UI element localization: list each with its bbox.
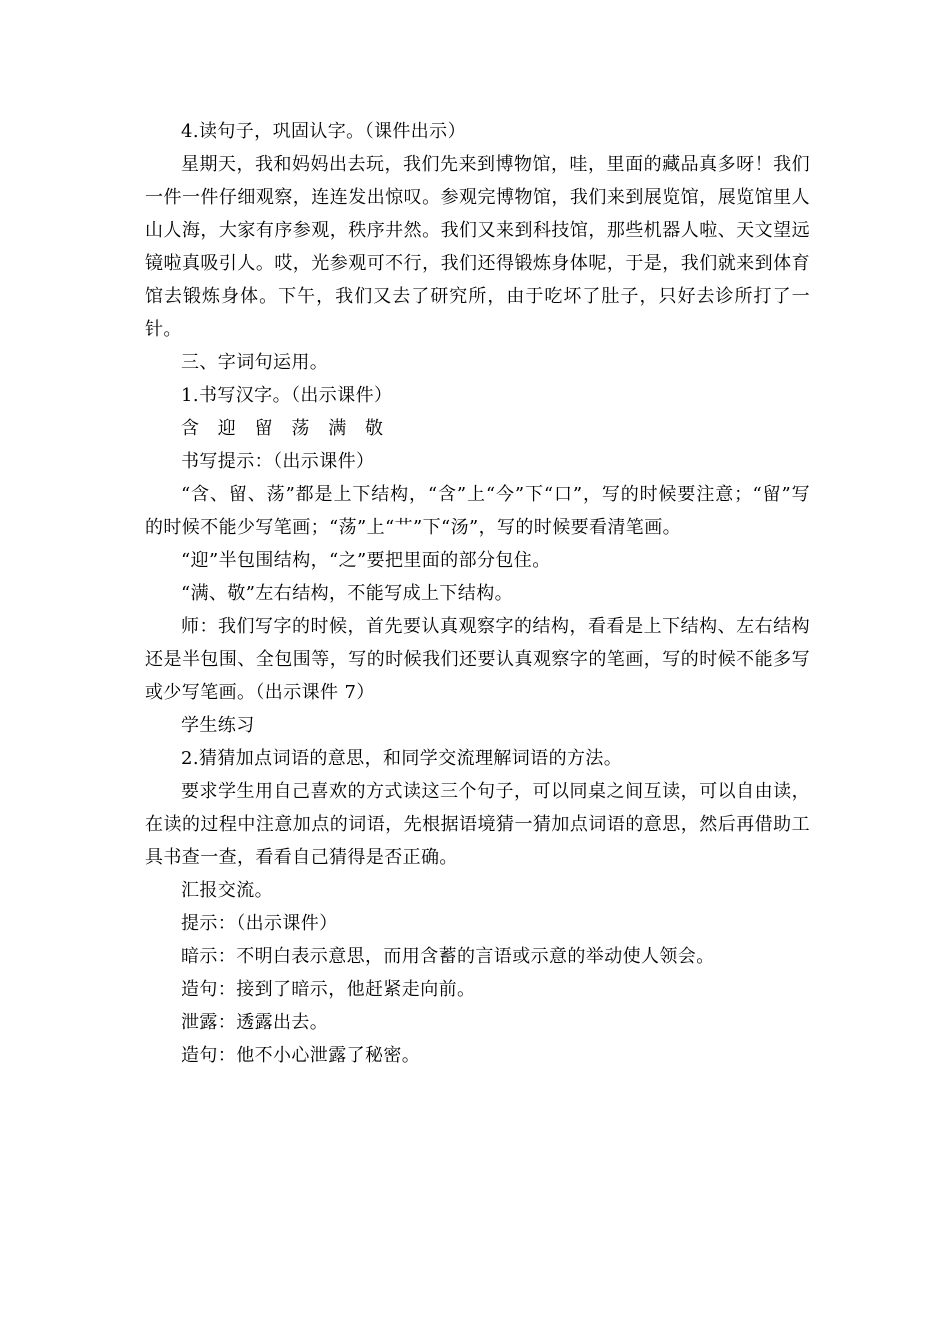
document-page [145,115,810,1072]
tip-half-enclosure: “迎”半包围结构，“之”要把里面的部分包住。 [181,550,551,571]
reading-passage: 星期天，我和妈妈出去玩，我们先来到博物馆，哇，里面的藏品真多呀！我们一件一件仔细观察，连连发出惊叹。参观完博物馆，我们来到展览馆，展览馆里人山人海，大家有序参观，秩序井然。我们又来到科技馆，那些机器人啦、天文望远镜啦真吸引人。哎，光参观可不行，我们还得锻炼身体呢，于是，我们就来到体育馆去锻炼身体。下午，我们又去了研究所，由于吃坏了肚子，只好去诊所打了一针。 [145,154,810,340]
definition-xielu: 泄露：透露出去。 [181,1012,329,1033]
step-4-heading: 4.读句子，巩固认字。（课件出示） [181,121,466,142]
sentence-anshi: 造句：接到了暗示，他赶紧走向前。 [181,979,476,1000]
character-list: 含 迎 留 荡 满 敬 [181,418,384,439]
teacher-remark: 师：我们写字的时候，首先要认真观察字的结构，看看是上下结构、左右结构还是半包围、全包围等，写的时候我们还要认真观察字的笔画，写的时候不能多写或少写笔画。（出示课件 7） [145,616,810,703]
writing-task-heading: 1.书写汉字。（出示课件） [181,385,393,406]
guess-meaning-heading: 2.猜猜加点词语的意思，和同学交流理解词语的方法。 [181,748,623,769]
hint-heading: 提示：（出示课件） [181,913,338,934]
guess-meaning-instructions: 要求学生用自己喜欢的方式读这三个句子，可以同桌之间互读，可以自由读，在读的过程中注意加点的词语，先根据语境猜一猜加点词语的意思，然后再借助工具书查一查，看看自己猜得是否正确。 [145,781,810,868]
sentence-xielu: 造句：他不小心泄露了秘密。 [181,1045,421,1066]
writing-tips-heading: 书写提示：（出示课件） [181,451,375,472]
tip-left-right-structure: “满、敬”左右结构，不能写成上下结构。 [181,583,514,604]
definition-anshi: 暗示：不明白表示意思，而用含蓄的言语或示意的举动使人领会。 [181,946,715,967]
section-3-heading: 三、字词句运用。 [181,352,329,373]
tip-top-bottom-structure: “含、留、荡”都是上下结构，“含”上“今”下“口”，写的时候要注意；“留”写的时候不能少写笔画；“荡”上“艹”下“汤”，写的时候要看清笔画。 [145,484,810,538]
student-practice: 学生练习 [181,715,255,736]
report-exchange: 汇报交流。 [181,880,273,901]
